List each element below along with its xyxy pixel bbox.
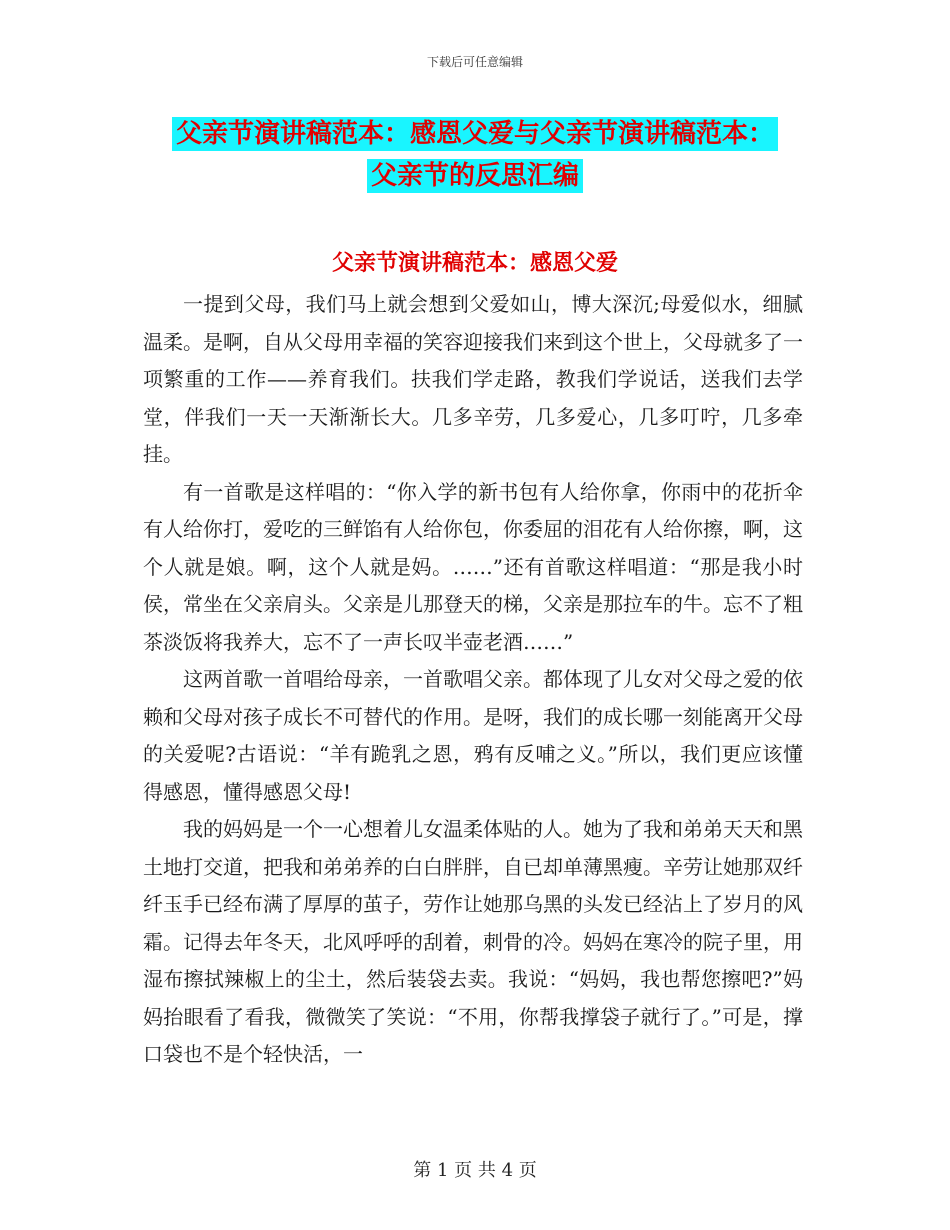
document-title-text-1: 父亲节演讲稿范本：感恩父爱与父亲节演讲稿范本： [172, 117, 778, 151]
section-subtitle: 父亲节演讲稿范本：感恩父爱 [331, 251, 618, 276]
document-title-line-1 [0, 112, 950, 156]
body-paragraph-3: 这两首歌一首唱给母亲，一首歌唱父亲。都体现了儿女对父母之爱的依赖和父母对孩子成长不可替代的作用。是呀，我们的成长哪一刻能离开父母的关爱呢?古语说：“羊有跪乳之恩，鸦有反哺之义。”所以，我们更应该懂得感恩，懂得感恩父母! [143, 667, 803, 804]
document-title-text-2: 父亲节的反思汇编 [367, 159, 583, 193]
document-body [143, 286, 803, 1074]
body-paragraph-4: 我的妈妈是一个一心想着儿女温柔体贴的人。她为了我和弟弟天天和黑土地打交道，把我和弟弟养的白白胖胖，自已却单薄黑瘦。辛劳让她那双纤纤玉手已经布满了厚厚的茧子，劳作让她那乌黑的头发已经沾上了岁月的风霜。记得去年冬天，北风呼呼的刮着，刺骨的冷。妈妈在寒冷的院子里，用湿布擦拭辣椒上的尘土，然后装袋去卖。我说：“妈妈，我也帮您擦吧?”妈妈抬眼看了看我，微微笑了笑说：“不用，你帮我撑袋子就行了。”可是，撑口袋也不是个轻快活，一 [143, 817, 803, 1066]
page-footer-number: 第 1 页 共 4 页 [413, 1160, 537, 1181]
page-header-note: 下载后可任意编辑 [426, 55, 523, 69]
body-paragraph-2: 有一首歌是这样唱的：“你入学的新书包有人给你拿，你雨中的花折伞有人给你打，爱吃的三鲜馅有人给你包，你委屈的泪花有人给你擦，啊，这个人就是娘。啊，这个人就是妈。……”还有首歌这样唱道：“那是我小时侯，常坐在父亲肩头。父亲是儿那登天的梯，父亲是那拉车的牛。忘不了粗茶淡饭将我养大，忘不了一声长叹半壶老酒……” [143, 479, 803, 654]
document-title-line-2 [0, 154, 950, 198]
body-paragraph-1: 一提到父母，我们马上就会想到父爱如山，博大深沉;母爱似水，细腻温柔。是啊，自从父母用幸福的笑容迎接我们来到这个世上，父母就多了一项繁重的工作——养育我们。扶我们学走路，教我们学说话，送我们去学堂，伴我们一天一天渐渐长大。几多辛劳，几多爱心，几多叮咛，几多牵挂。 [143, 292, 803, 466]
